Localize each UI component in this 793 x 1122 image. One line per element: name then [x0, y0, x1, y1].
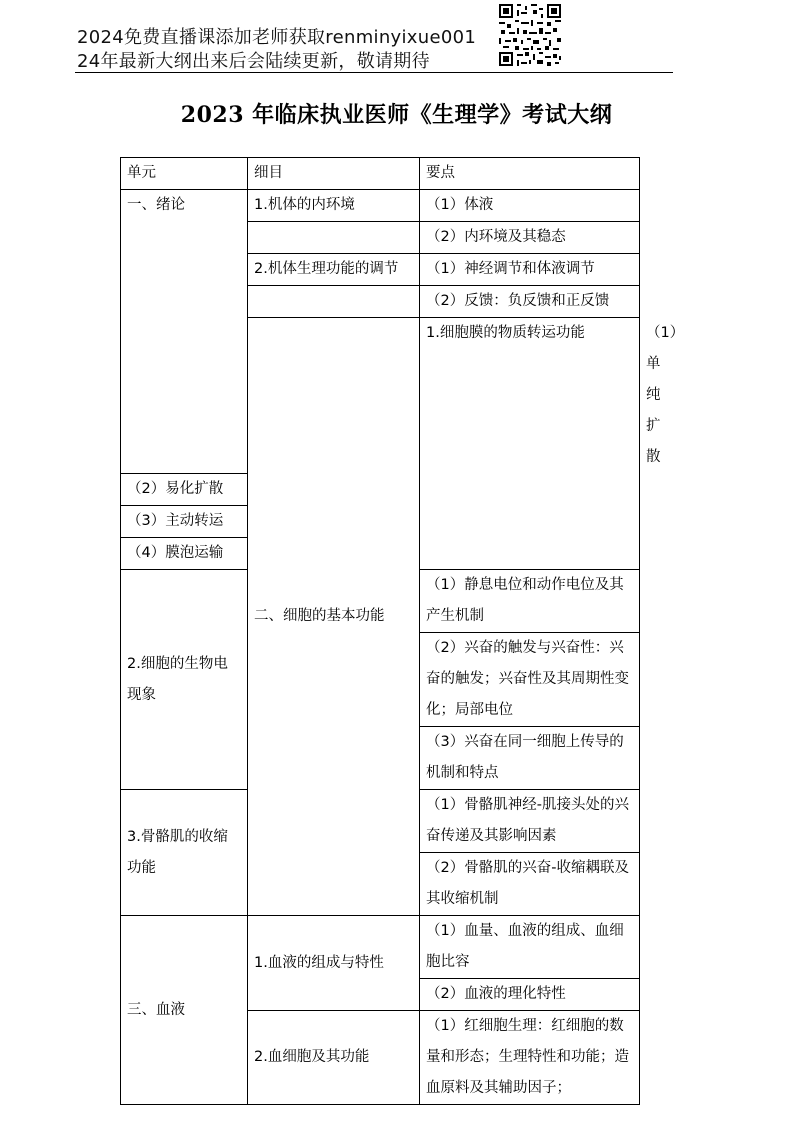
item-cell: 1.机体的内环境	[248, 190, 420, 222]
item-cell: 2.机体生理功能的调节	[248, 254, 420, 286]
header-unit: 单元	[121, 158, 248, 190]
table-header-row	[121, 158, 640, 190]
table-row	[121, 190, 640, 222]
point-cell: （2）反馈：负反馈和正反馈	[420, 286, 640, 318]
page-title: 2023 年临床执业医师《生理学》考试大纲	[180, 102, 613, 128]
point-cell: （2）内环境及其稳态	[420, 222, 640, 254]
point-cell: （2）血液的理化特性	[420, 979, 640, 1011]
unit-cell: 三、血液	[121, 916, 248, 1105]
point-cell: （2）兴奋的触发与兴奋性：兴奋的触发；兴奋性及其周期性变化；局部电位	[420, 633, 640, 727]
item-cell: 2.细胞的生物电现象	[121, 570, 248, 790]
header-point: 要点	[420, 158, 640, 190]
point-cell: （3）主动转运	[121, 506, 248, 538]
qr-code-icon	[497, 2, 563, 68]
item-cell: 1.细胞膜的物质转运功能	[420, 318, 640, 570]
promo-line-1: 2024免费直播课添加老师获取renminyixue001	[77, 27, 477, 48]
header-divider	[75, 72, 673, 73]
point-cell: （1）红细胞生理：红细胞的数量和形态；生理特性和功能；造血原料及其辅助因子；	[420, 1011, 640, 1105]
point-cell: （1）骨骼肌神经-肌接头处的兴奋传递及其影响因素	[420, 790, 640, 853]
syllabus-table	[120, 157, 685, 1105]
point-cell: （1）神经调节和体液调节	[420, 254, 640, 286]
promo-line-2: 24年最新大纲出来后会陆续更新，敬请期待	[77, 51, 430, 72]
item-cell: 2.血细胞及其功能	[248, 1011, 420, 1105]
item-cell-empty	[248, 222, 420, 254]
point-cell: （1）静息电位和动作电位及其产生机制	[420, 570, 640, 633]
point-cell: （2）易化扩散	[121, 474, 248, 506]
table-row	[121, 916, 640, 979]
item-cell: 1.血液的组成与特性	[248, 916, 420, 1011]
unit-cell: 一、绪论	[121, 190, 248, 474]
point-cell: （2）骨骼肌的兴奋-收缩耦联及其收缩机制	[420, 853, 640, 916]
point-cell: （1）体液	[420, 190, 640, 222]
item-cell: 3.骨骼肌的收缩功能	[121, 790, 248, 916]
item-cell-empty	[248, 286, 420, 318]
unit-cell: 二、细胞的基本功能	[248, 318, 420, 916]
point-cell: （3）兴奋在同一细胞上传导的机制和特点	[420, 727, 640, 790]
table-row: 二、细胞的基本功能 1.细胞膜的物质转运功能 （1）单纯扩散	[121, 318, 640, 474]
point-cell: （1）血量、血液的组成、血细胞比容	[420, 916, 640, 979]
point-cell: （4）膜泡运输	[121, 538, 248, 570]
header-item: 细目	[248, 158, 420, 190]
